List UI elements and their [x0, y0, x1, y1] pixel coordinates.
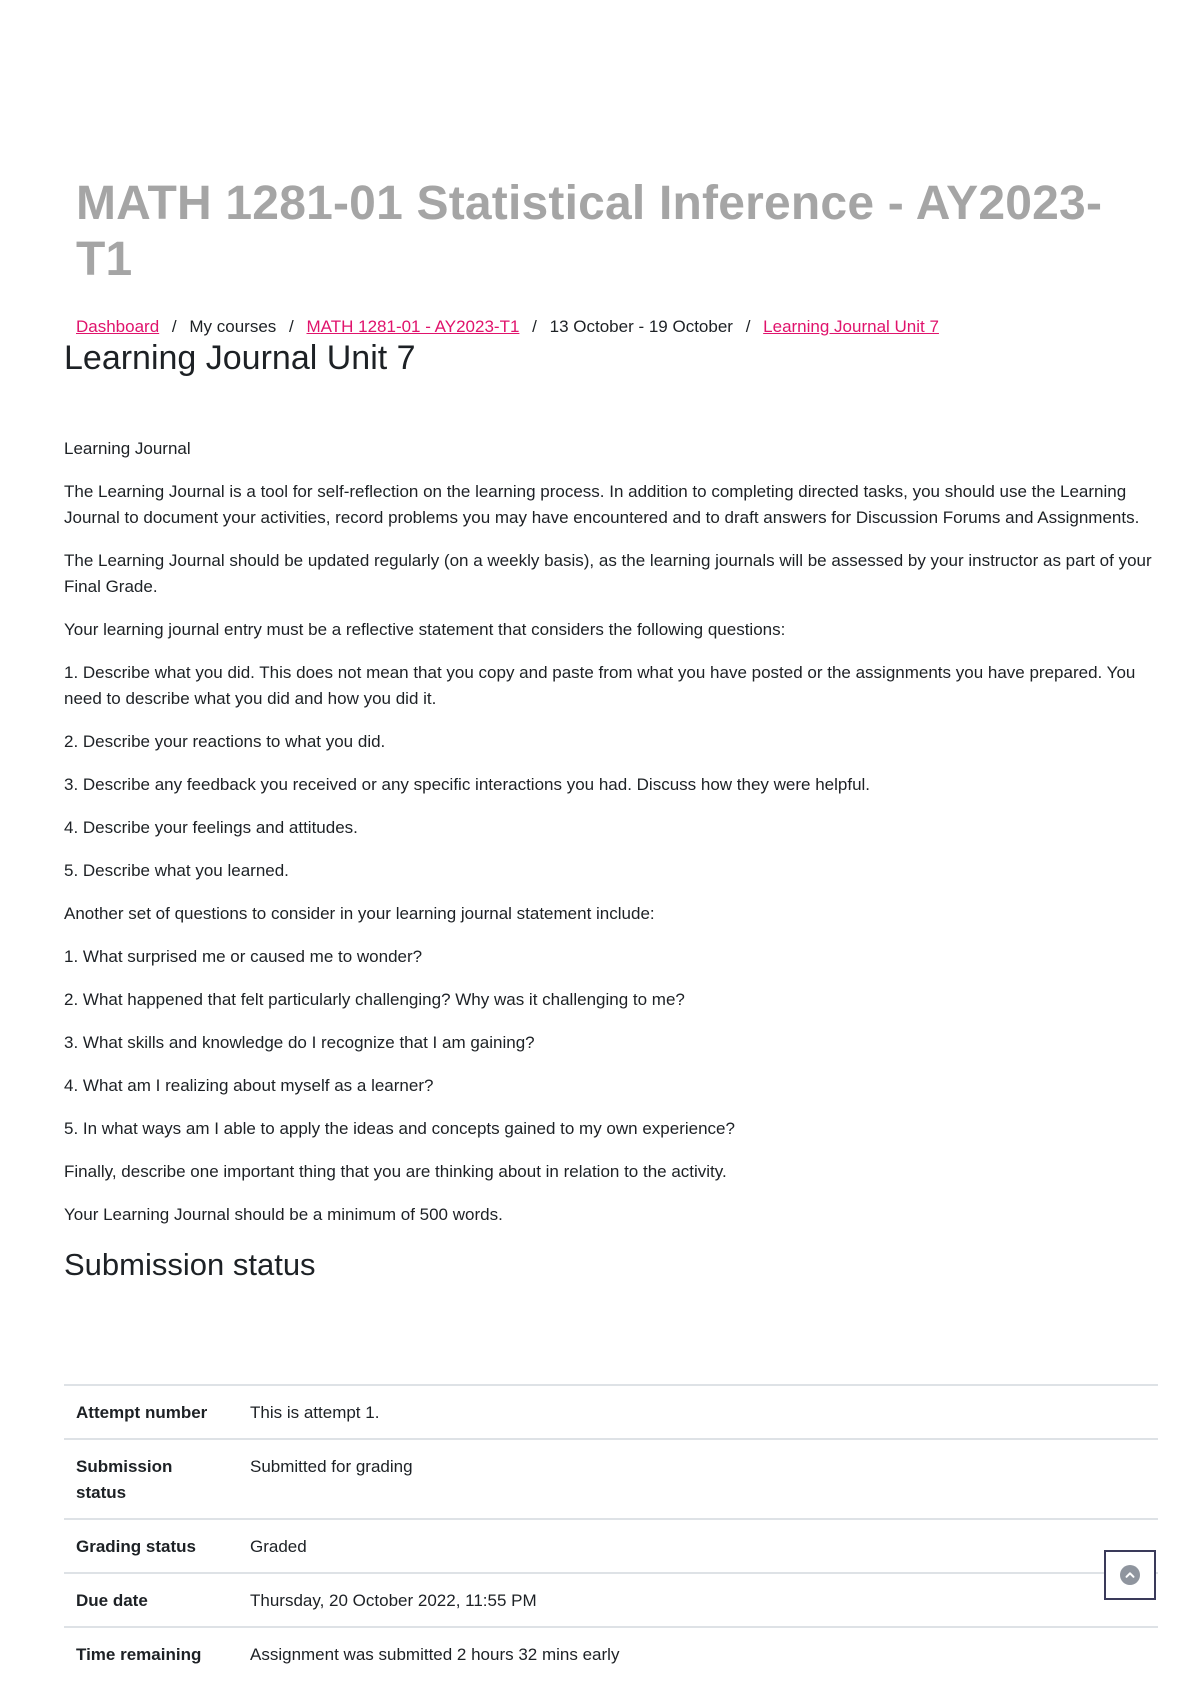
- question-item: 4. What am I realizing about myself as a learner?: [64, 1076, 434, 1095]
- main-content: [64, 336, 1154, 1285]
- breadcrumb-dashboard-link[interactable]: Dashboard: [76, 317, 160, 336]
- row-value: Graded: [250, 1537, 307, 1556]
- activity-description: [64, 436, 1154, 1228]
- row-value: Assignment was submitted 2 hours 32 mins early: [250, 1645, 620, 1664]
- table-row: [64, 1519, 1158, 1573]
- back-to-top-button[interactable]: [1104, 1550, 1156, 1600]
- breadcrumb-separator: /: [745, 317, 751, 336]
- chevron-up-icon: [1120, 1565, 1140, 1585]
- breadcrumb-activity-link[interactable]: Learning Journal Unit 7: [763, 317, 939, 336]
- row-value: Submitted for grading: [250, 1457, 413, 1476]
- question-item: 5. Describe what you learned.: [64, 861, 289, 880]
- question-item: 2. What happened that felt particularly challenging? Why was it challenging to me?: [64, 990, 685, 1009]
- description-heading: Learning Journal: [64, 439, 191, 458]
- question-item: 1. Describe what you did. This does not mean that you copy and paste from what you have posted or the assignments you have prepared. You need to describe what you did and how you did it.: [64, 663, 1136, 708]
- row-label: Attempt number: [76, 1403, 208, 1422]
- table-row: [64, 1573, 1158, 1627]
- breadcrumb-my-courses: My courses: [189, 317, 277, 336]
- table-row: [64, 1627, 1158, 1680]
- description-paragraph: Another set of questions to consider in your learning journal statement include:: [64, 904, 655, 923]
- description-paragraph: Finally, describe one important thing that you are thinking about in relation to the activity.: [64, 1162, 727, 1181]
- breadcrumb-course-link[interactable]: MATH 1281-01 - AY2023-T1: [306, 317, 520, 336]
- submission-status-title: Submission status: [64, 1247, 316, 1282]
- row-label: Submission status: [76, 1457, 173, 1502]
- table-row: [64, 1439, 1158, 1519]
- row-value: Thursday, 20 October 2022, 11:55 PM: [250, 1591, 537, 1610]
- page-header: [76, 176, 1156, 338]
- description-paragraph: Your learning journal entry must be a reflective statement that considers the following questions:: [64, 620, 786, 639]
- breadcrumb-separator: /: [289, 317, 294, 336]
- description-paragraph: The Learning Journal should be updated regularly (on a weekly basis), as the learning journals will be assessed by your instructor as part of your Final Grade.: [64, 551, 1152, 596]
- activity-title: Learning Journal Unit 7: [64, 339, 416, 377]
- question-item: 3. Describe any feedback you received or any specific interactions you had. Discuss how they were helpful.: [64, 775, 871, 794]
- description-paragraph: Your Learning Journal should be a minimum of 500 words.: [64, 1205, 503, 1224]
- question-item: 1. What surprised me or caused me to wonder?: [64, 947, 423, 966]
- submission-status-table: [64, 1384, 1158, 1680]
- breadcrumb-week: 13 October - 19 October: [549, 317, 733, 336]
- question-item: 2. Describe your reactions to what you did.: [64, 732, 386, 751]
- row-label: Time remaining: [76, 1645, 202, 1664]
- question-item: 4. Describe your feelings and attitudes.: [64, 818, 358, 837]
- row-label: Due date: [76, 1591, 148, 1610]
- chevron-up-icon-glyph: [1124, 1569, 1136, 1581]
- breadcrumb: [76, 316, 1156, 338]
- course-title: MATH 1281-01 Statistical Inference - AY2023-T1: [76, 177, 1103, 286]
- breadcrumb-separator: /: [171, 317, 177, 336]
- question-item: 3. What skills and knowledge do I recognize that I am gaining?: [64, 1033, 535, 1052]
- description-paragraph: The Learning Journal is a tool for self-reflection on the learning process. In addition to completing directed tasks, you should use the Learning Journal to document your activities, record problems you may have encountered and to draft answers for Discussion Forums and Assignments.: [64, 482, 1140, 527]
- question-item: 5. In what ways am I able to apply the ideas and concepts gained to my own experience?: [64, 1119, 735, 1138]
- row-value: This is attempt 1.: [250, 1403, 380, 1422]
- breadcrumb-separator: /: [532, 317, 537, 336]
- table-row: [64, 1385, 1158, 1439]
- row-label: Grading status: [76, 1537, 196, 1556]
